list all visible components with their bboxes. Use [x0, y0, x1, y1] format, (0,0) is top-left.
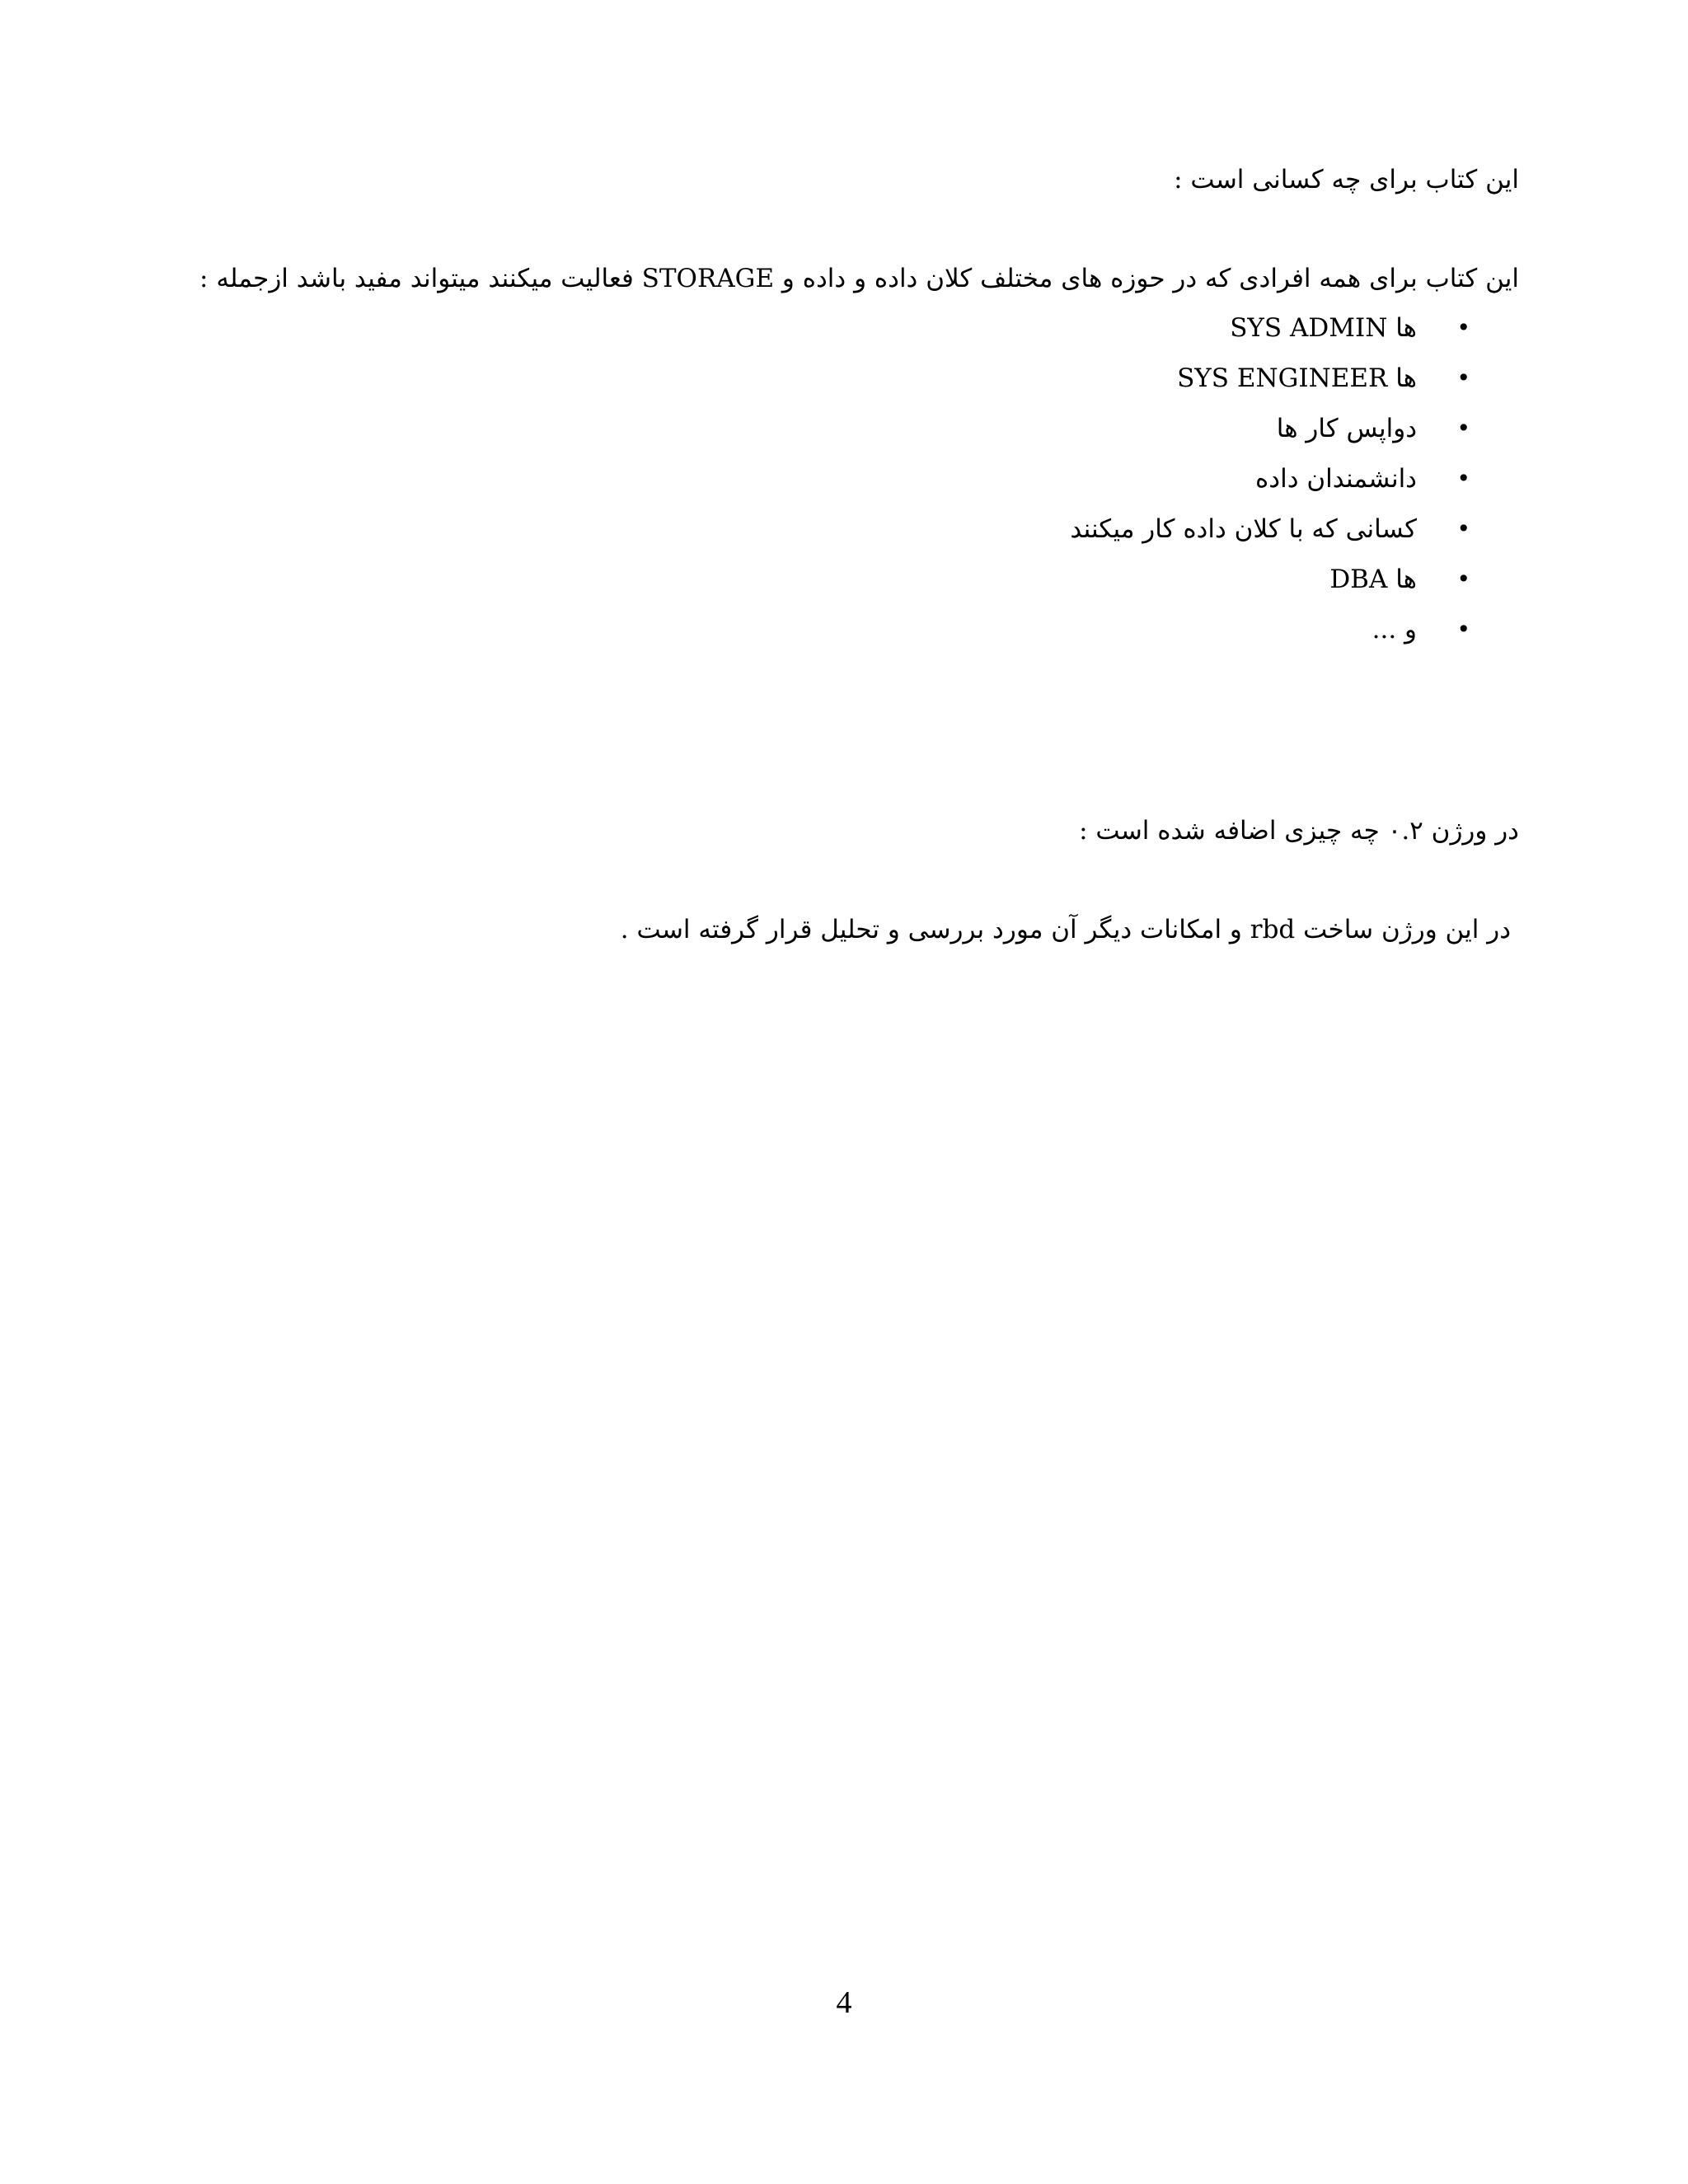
audience-bullet-list: [1070, 312, 1519, 663]
bullet-icon: •: [1456, 616, 1470, 643]
list-item-text: DBA ها: [1329, 565, 1417, 594]
list-item-text: دانشمندان داده: [1255, 464, 1417, 494]
list-item: [1070, 462, 1519, 513]
list-item-text: و ...: [1372, 615, 1417, 644]
list-item-text: SYS ENGINEER ها: [1177, 363, 1417, 393]
list-item: [1070, 513, 1519, 563]
list-item-text: کسانی که با کلان داده کار میکنند: [1070, 514, 1417, 544]
bullet-icon: •: [1456, 314, 1470, 341]
list-item: [1070, 563, 1519, 613]
version-body-paragraph: در این ورژن ساخت rbd و امکانات دیگر آن مورد بررسی و تحلیل قرار گرفته است .: [620, 915, 1511, 944]
section-heading-version: در ورژن ۰.۲ چه چیزی اضافه شده است :: [1079, 816, 1519, 846]
list-item: [1070, 613, 1519, 663]
list-item: [1070, 312, 1519, 362]
page-number: 4: [836, 1985, 852, 2020]
bullet-icon: •: [1456, 465, 1470, 492]
bullet-icon: •: [1456, 515, 1470, 542]
bullet-icon: •: [1456, 565, 1470, 593]
list-item: [1070, 362, 1519, 412]
section-heading-audience: این کتاب برای چه کسانی است :: [1174, 165, 1519, 194]
list-item-text: دواپس کار ها: [1276, 414, 1417, 443]
audience-intro-paragraph: این کتاب برای همه افرادی که در حوزه های مختلف کلان داده و داده و STORAGE فعالیت میکنند میتواند مفید باشد ازجمله :: [199, 264, 1519, 293]
list-item-text: SYS ADMIN ها: [1230, 313, 1417, 343]
list-item: [1070, 412, 1519, 462]
bullet-icon: •: [1456, 415, 1470, 442]
bullet-icon: •: [1456, 364, 1470, 391]
